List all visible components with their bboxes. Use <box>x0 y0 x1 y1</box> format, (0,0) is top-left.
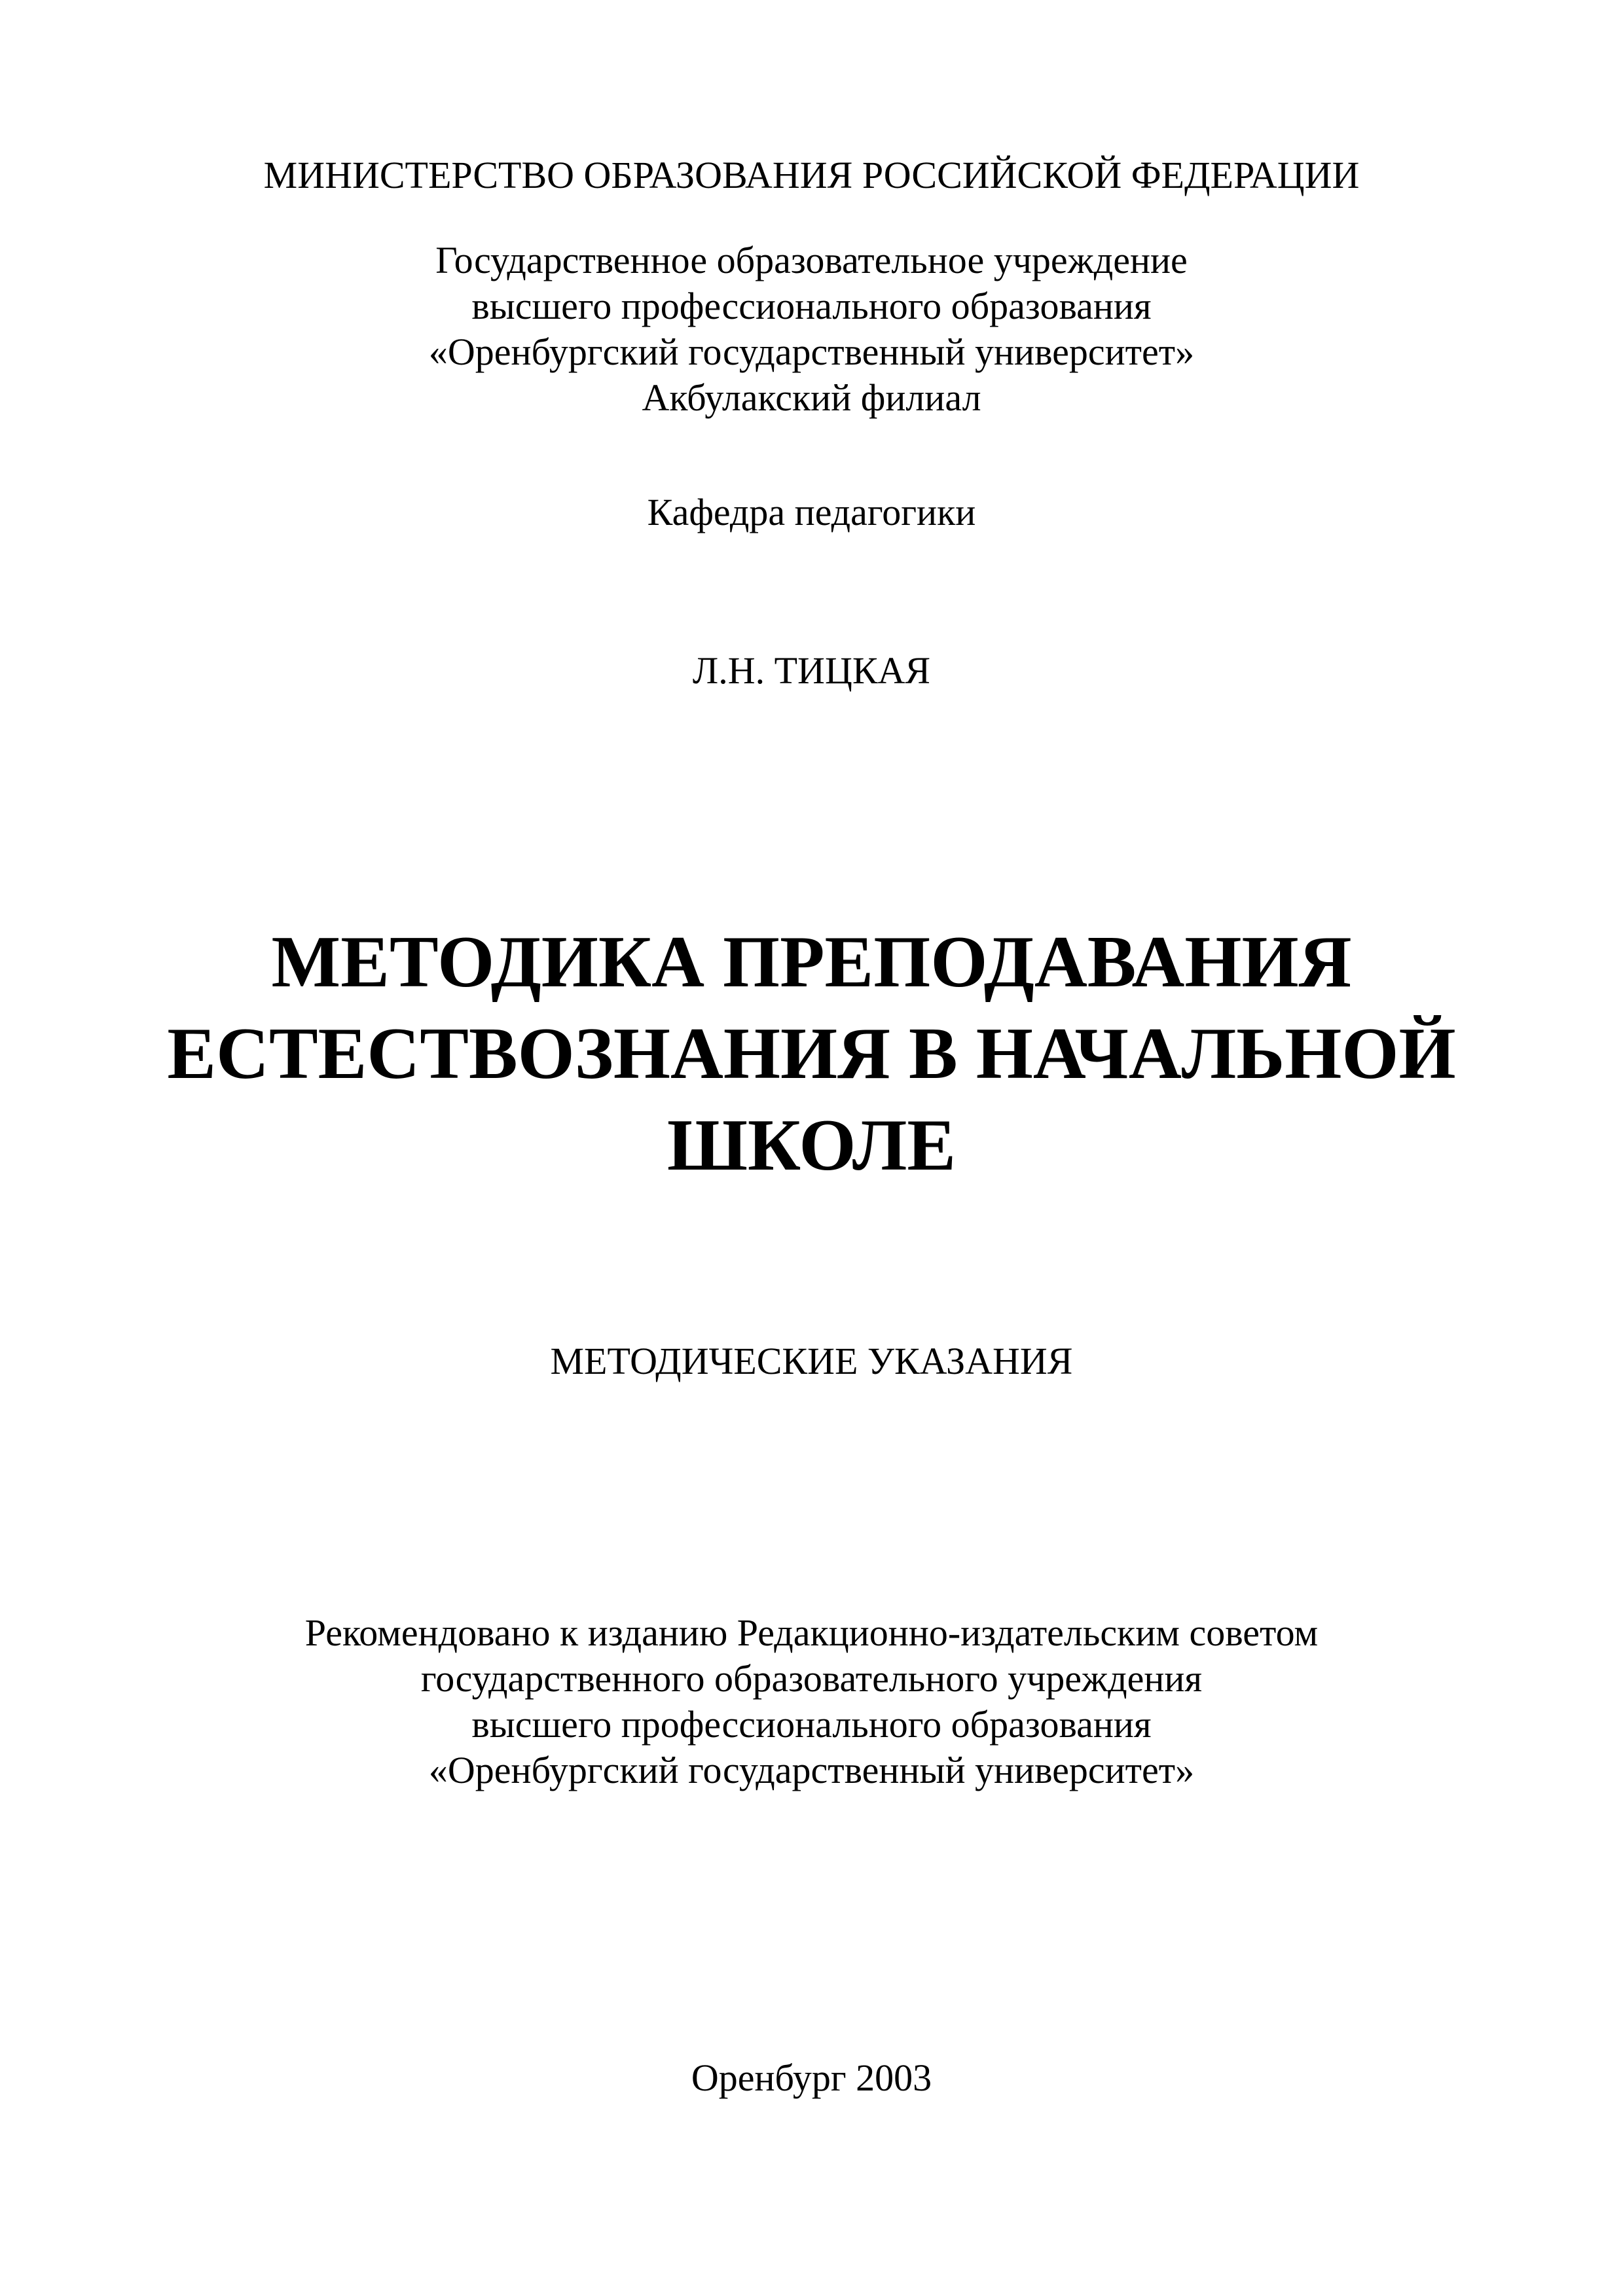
title-line-2: ЕСТЕСТВОЗНАНИЯ В НАЧАЛЬНОЙ <box>167 1013 1456 1094</box>
recommendation-line-1: Рекомендовано к изданию Редакционно-издательским советом <box>304 1611 1319 1654</box>
institution-line-4: Акбулакский филиал <box>642 376 981 419</box>
document-subtitle: МЕТОДИЧЕСКИЕ УКАЗАНИЯ <box>550 1340 1073 1382</box>
institution-line-3: «Оренбургский государственный университет» <box>428 331 1195 373</box>
recommendation-line-3: высшего профессионального образования <box>471 1703 1152 1746</box>
title-line-3: ШКОЛЕ <box>666 1105 957 1186</box>
institution-line-2: высшего профессионального образования <box>471 285 1152 327</box>
author-name: Л.Н. ТИЦКАЯ <box>692 649 931 692</box>
department-name: Кафедра педагогики <box>647 491 976 533</box>
institution-line-1: Государственное образовательное учреждение <box>435 239 1188 281</box>
recommendation-line-4: «Оренбургский государственный университет» <box>428 1749 1195 1791</box>
city-year: Оренбург 2003 <box>691 2056 932 2099</box>
ministry-heading: МИНИСТЕРСТВО ОБРАЗОВАНИЯ РОССИЙСКОЙ ФЕДЕРАЦИИ <box>263 154 1360 196</box>
title-line-1: МЕТОДИКА ПРЕПОДАВАНИЯ <box>271 922 1352 1003</box>
recommendation-line-2: государственного образовательного учреждения <box>420 1657 1203 1700</box>
